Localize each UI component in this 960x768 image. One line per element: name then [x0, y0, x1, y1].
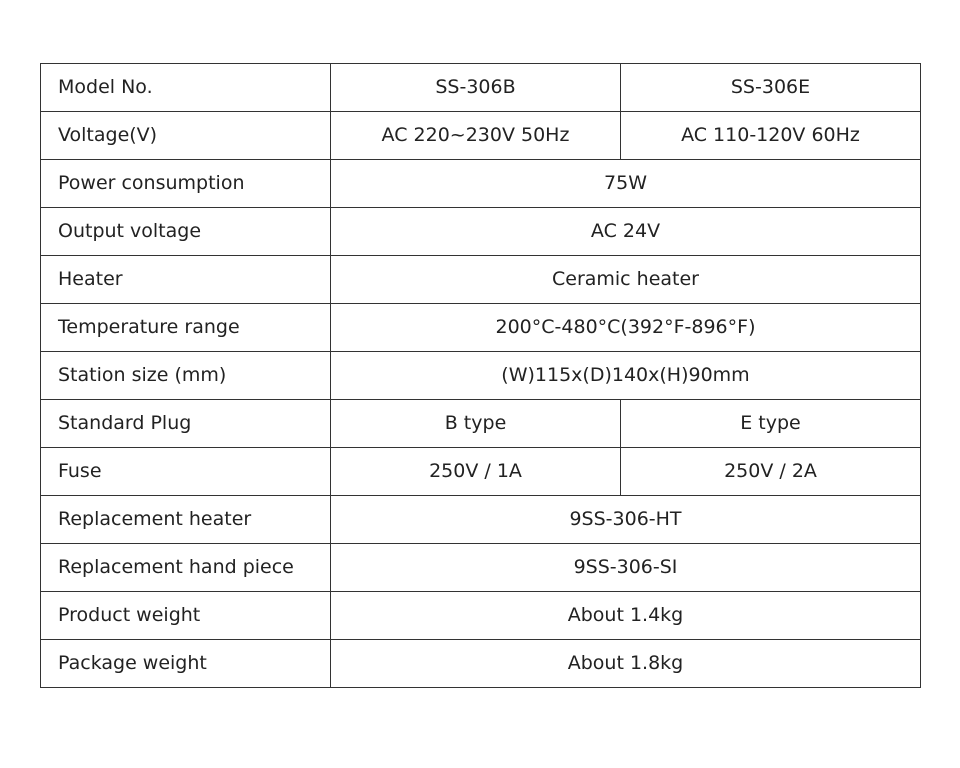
row-label: Power consumption — [41, 160, 331, 208]
row-replacement-hand-piece — [41, 544, 921, 592]
plug-e-value: E type — [621, 400, 921, 448]
row-voltage — [41, 112, 921, 160]
row-package-weight — [41, 640, 921, 688]
model-b-value: SS-306B — [331, 64, 621, 112]
row-label: Model No. — [41, 64, 331, 112]
row-heater — [41, 256, 921, 304]
row-label: Output voltage — [41, 208, 331, 256]
package-weight-value: About 1.8kg — [331, 640, 921, 688]
plug-b-value: B type — [331, 400, 621, 448]
voltage-b-value: AC 220~230V 50Hz — [331, 112, 621, 160]
replacement-hand-piece-value: 9SS-306-SI — [331, 544, 921, 592]
specification-table — [40, 63, 921, 688]
heater-value: Ceramic heater — [331, 256, 921, 304]
row-standard-plug — [41, 400, 921, 448]
row-output-voltage — [41, 208, 921, 256]
row-label: Station size (mm) — [41, 352, 331, 400]
output-voltage-value: AC 24V — [331, 208, 921, 256]
station-size-value: (W)115x(D)140x(H)90mm — [331, 352, 921, 400]
voltage-e-value: AC 110-120V 60Hz — [621, 112, 921, 160]
replacement-heater-value: 9SS-306-HT — [331, 496, 921, 544]
power-consumption-value: 75W — [331, 160, 921, 208]
model-e-value: SS-306E — [621, 64, 921, 112]
row-label: Temperature range — [41, 304, 331, 352]
row-label: Voltage(V) — [41, 112, 331, 160]
row-label: Standard Plug — [41, 400, 331, 448]
row-fuse — [41, 448, 921, 496]
row-model-no — [41, 64, 921, 112]
row-power-consumption — [41, 160, 921, 208]
row-label: Heater — [41, 256, 331, 304]
fuse-e-value: 250V / 2A — [621, 448, 921, 496]
temperature-range-value: 200°C-480°C(392°F-896°F) — [331, 304, 921, 352]
row-label: Package weight — [41, 640, 331, 688]
row-replacement-heater — [41, 496, 921, 544]
row-label: Replacement heater — [41, 496, 331, 544]
product-weight-value: About 1.4kg — [331, 592, 921, 640]
row-label: Fuse — [41, 448, 331, 496]
fuse-b-value: 250V / 1A — [331, 448, 621, 496]
row-product-weight — [41, 592, 921, 640]
row-label: Product weight — [41, 592, 331, 640]
row-station-size — [41, 352, 921, 400]
row-temperature-range — [41, 304, 921, 352]
row-label: Replacement hand piece — [41, 544, 331, 592]
